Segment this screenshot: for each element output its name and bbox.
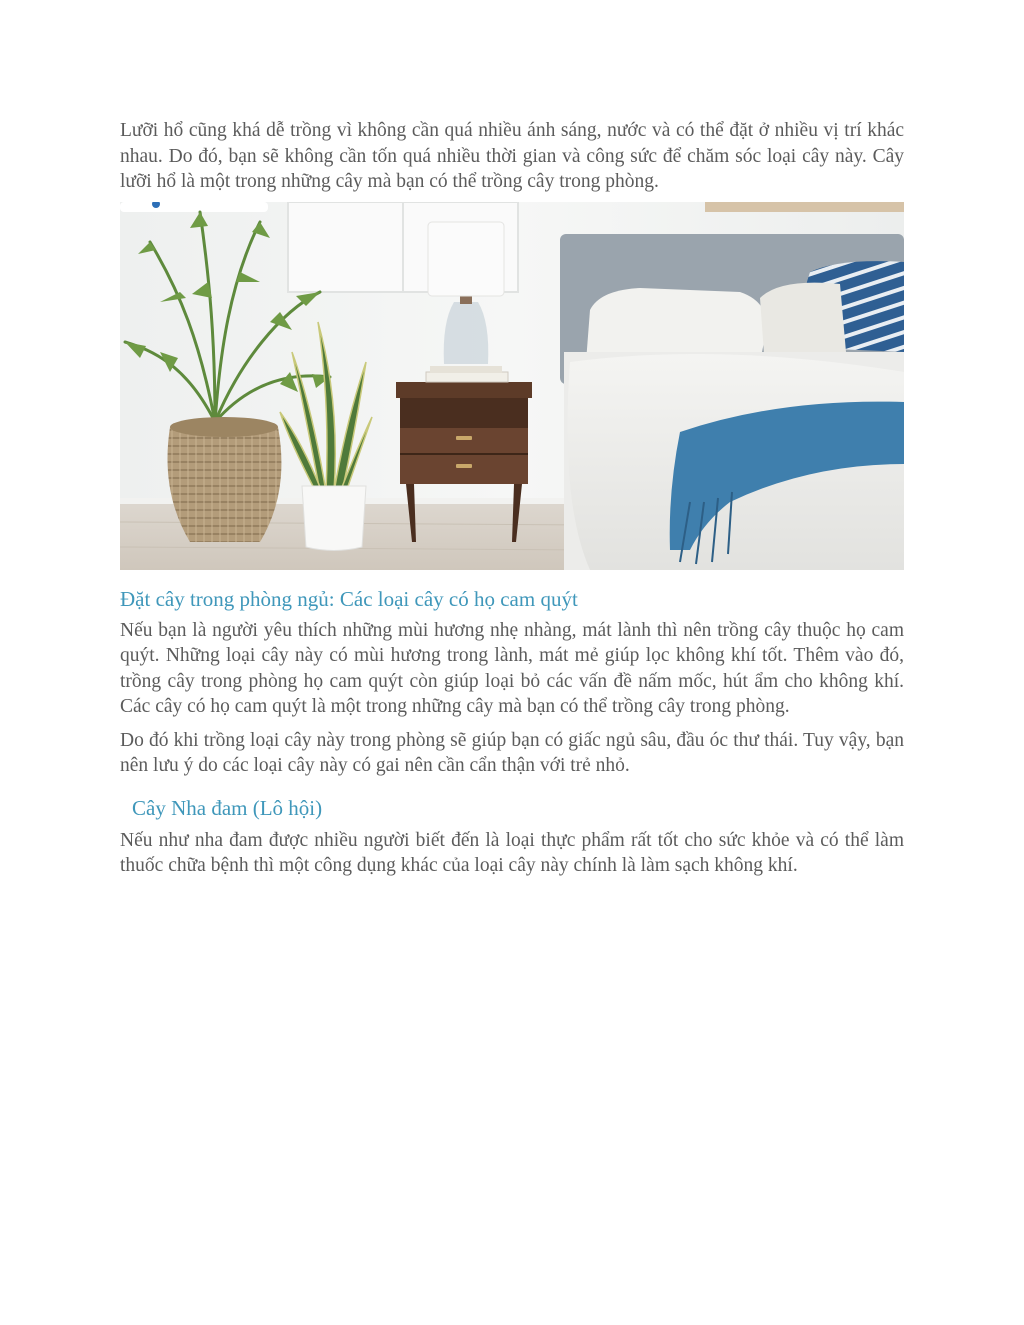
- body-paragraph: Nếu bạn là người yêu thích những mùi hương nhẹ nhàng, mát lành thì nên trồng cây thuộc họ cam quýt. Những loại cây này có mùi hương trong lành, mát mẻ giúp lọc không khí tốt. Thêm vào đó, trồng cây trong phòng họ cam quýt còn giúp loại bỏ các vấn đề nấm mốc, hút ẩm cho không khí. Các cây có họ cam quýt là một trong những cây mà bạn có thể trồng cây trong phòng.: [120, 619, 904, 717]
- body-paragraph: Nếu như nha đam được nhiều người biết đến là loại thực phẩm rất tốt cho sức khỏe và có thể làm thuốc chữa bệnh thì một công dụng khác của loại cây này chính là làm sạch không khí.: [120, 829, 904, 876]
- section-heading: Đặt cây trong phòng ngủ: Các loại cây có họ cam quýt: [120, 586, 578, 611]
- bedroom-photo: [120, 202, 904, 570]
- body-paragraph: Lưỡi hổ cũng khá dễ trồng vì không cần quá nhiều ánh sáng, nước và có thể đặt ở nhiều vị trí khác nhau. Do đó, bạn sẽ không cần tốn quá nhiều thời gian và công sức để chăm sóc loại cây này. Cây lưỡi hổ là một trong những cây mà bạn có thể trồng cây trong phòng.: [120, 120, 904, 192]
- document-page: [120, 118, 904, 879]
- section-heading: Cây Nha đam (Lô hội): [132, 795, 323, 820]
- body-paragraph: Do đó khi trồng loại cây này trong phòng sẽ giúp bạn có giấc ngủ sâu, đầu óc thư thái. Tuy vậy, bạn nên lưu ý do các loại cây này có gai nên cần cẩn thận với trẻ nhỏ.: [120, 729, 904, 776]
